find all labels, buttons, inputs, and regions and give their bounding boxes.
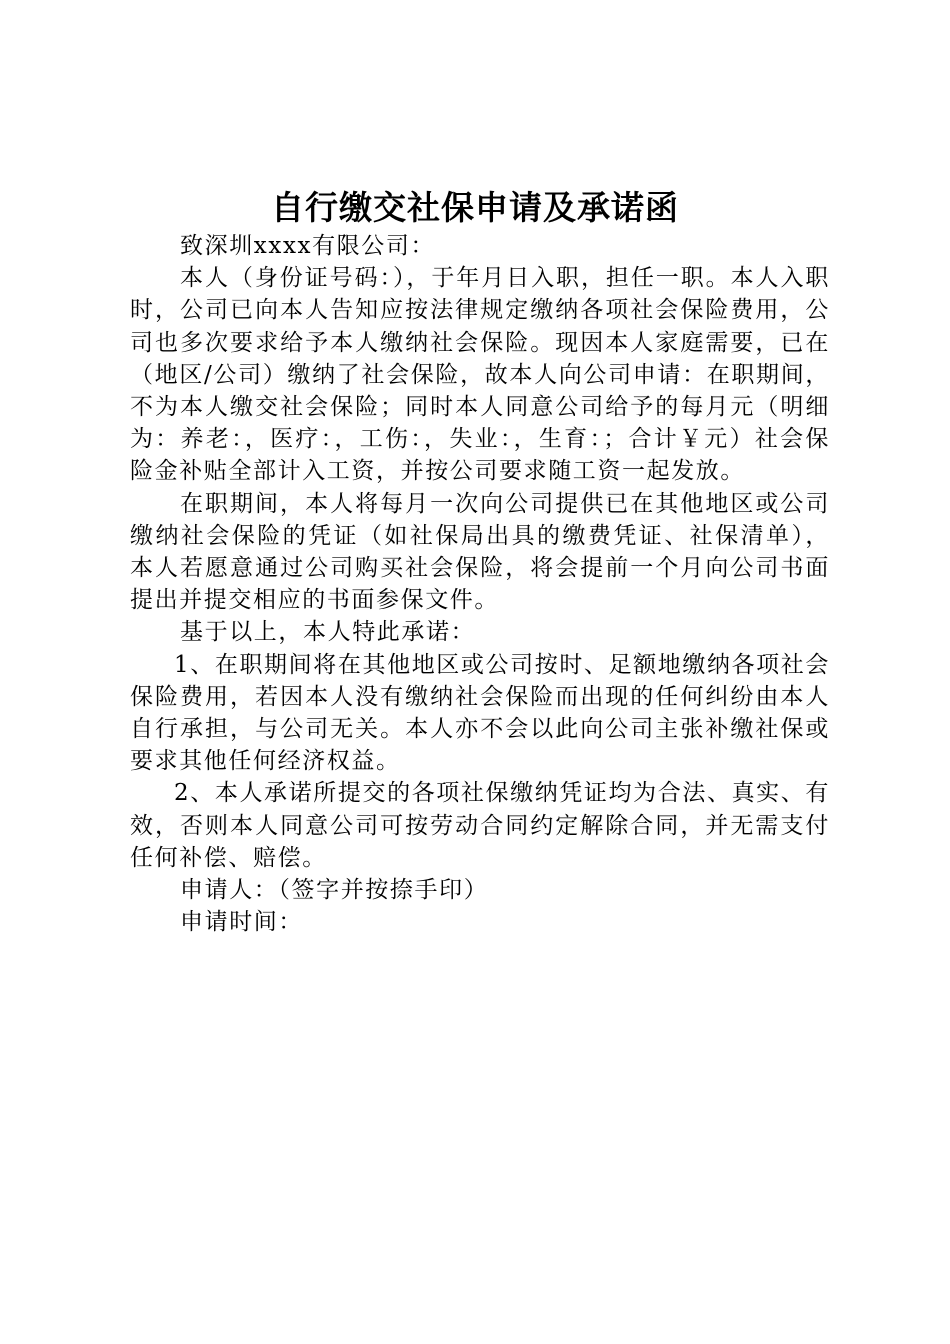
applicant-signature-line: 申请人：（签字并按捺手印） [180,877,489,904]
application-date-line: 申请时间： [180,909,303,936]
salutation: 致深圳xxxx有限公司： [180,233,436,259]
paragraph-proof-submission: 在职期间，本人将每月一次向公司提供已在其他地区或公司缴纳社会保险的凭证（如社保局出具的缴费凭证、社保清单），本人若愿意通过公司购买社会保险，将会提前一个月向公司书面提出并提交相应的书面参保文件。 [130,490,830,614]
document-title: 自行缴交社保申请及承诺函 [271,188,679,227]
paragraph-application: 本人（身份证号码：），于年月日入职，担任一职。本人入职时，公司已向本人告知应按法律规定缴纳各项社会保险费用，公司也多次要求给予本人缴纳社会保险。现因本人家庭需要，已在（地区/公司）缴纳了社会保险，故本人向公司申请：在职期间，不为本人缴交社会保险；同时本人同意公司给予的每月元（明细为：养老：，医疗：，工伤：，失业：，生育：；合计￥元）社会保险金补贴全部计入工资，并按公司要求随工资一起发放。 [130,265,830,485]
commitment-item-1: 1、在职期间将在其他地区或公司按时、足额地缴纳各项社会保险费用，若因本人没有缴纳社会保险而出现的任何纠纷由本人自行承担，与公司无关。本人亦不会以此向公司主张补缴社保或要求其他任何经济权益。 [130,651,830,775]
document-body [130,230,830,938]
paragraph-commitment-intro: 基于以上，本人特此承诺： [180,619,476,646]
commitment-item-2: 2、本人承诺所提交的各项社保缴纳凭证均为合法、真实、有效，否则本人同意公司可按劳动合同约定解除合同，并无需支付任何补偿、赔偿。 [130,780,830,871]
